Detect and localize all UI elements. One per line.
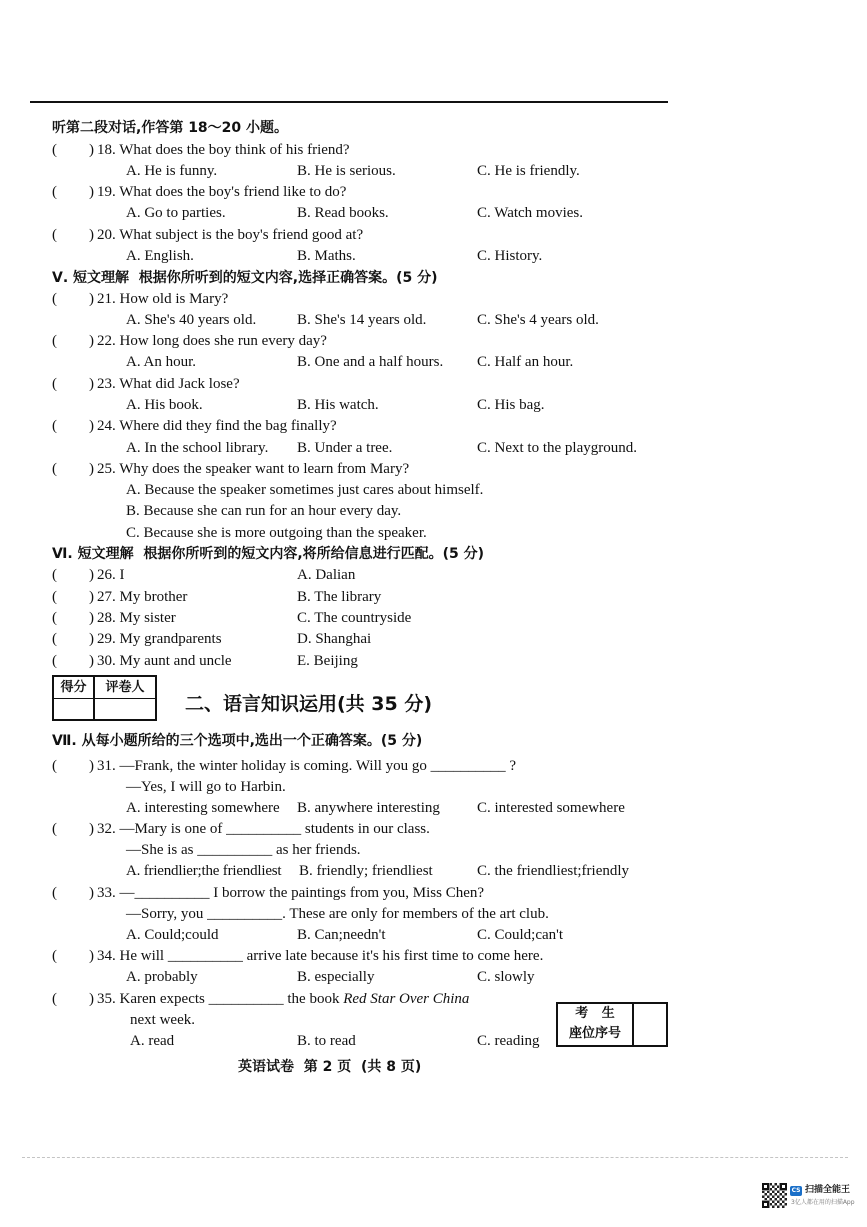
match-stem: 30. My aunt and uncle — [97, 653, 232, 669]
option-a: A. He is funny. — [126, 163, 218, 179]
option-c: C. the friendliest;friendly — [477, 863, 630, 879]
question-24 — [52, 416, 337, 437]
answer-bracket-open: ( — [52, 227, 57, 243]
option-b: B. She's 14 years old. — [297, 312, 427, 328]
option-a: A. English. — [126, 248, 194, 264]
option-b: B. anywhere interesting — [297, 800, 440, 816]
question-stem: 24. Where did they find the bag finally? — [97, 418, 337, 434]
question-stem: 18. What does the boy think of his friend? — [97, 142, 350, 158]
seat-number-box — [556, 1002, 668, 1047]
option-b: B. especially — [297, 969, 375, 985]
match-stem: 28. My sister — [97, 610, 176, 626]
qr-code-icon — [762, 1183, 787, 1208]
cs-logo-icon: CS — [791, 1187, 801, 1194]
match-stem: 27. My brother — [97, 589, 188, 605]
qr-corner-icon — [762, 1201, 769, 1208]
options-34 — [0, 967, 867, 988]
option-c: C. His bag. — [477, 397, 545, 413]
option-a: A. probably — [126, 969, 198, 985]
option-c: C. Next to the playground. — [477, 440, 637, 456]
page-footer: 英语试卷 第 2 页 (共 8 页) — [238, 1059, 422, 1075]
match-option: B. The library — [297, 589, 382, 605]
answer-bracket-open: ( — [52, 758, 57, 774]
options-32 — [0, 861, 867, 882]
section-7-title: Ⅶ. 从每小题所给的三个选项中,选出一个正确答案。(5 分) — [52, 733, 423, 749]
grader-label: 评卷人 — [105, 680, 145, 695]
answer-bracket-open: ( — [52, 461, 57, 477]
answer-bracket-open: ( — [52, 948, 57, 964]
answer-bracket-open: ( — [52, 610, 57, 626]
question-stem: 23. What did Jack lose? — [97, 376, 240, 392]
answer-bracket-close: ) — [89, 589, 94, 605]
answer-bracket-close: ) — [89, 184, 94, 200]
answer-bracket-open: ( — [52, 821, 57, 837]
bottom-dashed-rule — [22, 1157, 848, 1158]
question-21 — [52, 289, 228, 310]
option-c: C. She's 4 years old. — [477, 312, 599, 328]
match-option: C. The countryside — [297, 610, 412, 626]
option-b: B. Can;needn't — [297, 927, 386, 943]
question-19 — [52, 182, 346, 203]
answer-bracket-close: ) — [89, 142, 94, 158]
options-22 — [0, 352, 867, 373]
answer-bracket-open: ( — [52, 418, 57, 434]
option-a: A. In the school library. — [126, 440, 269, 456]
question-34 — [52, 946, 543, 967]
options-20 — [0, 246, 867, 267]
question-35 — [52, 989, 469, 1010]
match-item-27 — [52, 587, 382, 608]
answer-bracket-close: ) — [89, 418, 94, 434]
answer-bracket-close: ) — [89, 948, 94, 964]
answer-bracket-close: ) — [89, 376, 94, 392]
match-stem: 26. I — [97, 567, 125, 583]
options-31 — [0, 798, 867, 819]
option-a: A. Go to parties. — [126, 205, 226, 221]
question-stem: 31. —Frank, the winter holiday is coming. Will you go __________ ? — [97, 758, 517, 774]
option-b: B. Under a tree. — [297, 440, 393, 456]
score-label: 得分 — [60, 680, 87, 695]
options-18 — [0, 161, 867, 182]
answer-bracket-close: ) — [89, 821, 94, 837]
question-stem: 21. How old is Mary? — [97, 291, 229, 307]
option-b: B. Read books. — [297, 205, 389, 221]
option-a: A. His book. — [126, 397, 203, 413]
top-rule — [30, 101, 668, 103]
question-reply: —She is as __________ as her friends. — [126, 842, 361, 858]
option-a: A. read — [130, 1033, 175, 1049]
section-5-title: Ⅴ. 短文理解 根据你所听到的短文内容,选择正确答案。(5 分) — [52, 270, 438, 286]
question-stem: 19. What does the boy's friend like to do? — [97, 184, 347, 200]
question-stem: 32. —Mary is one of __________ students in our class. — [97, 821, 430, 837]
question-stem: 25. Why does the speaker want to learn from Mary? — [97, 461, 410, 477]
match-item-26 — [52, 565, 356, 586]
question-stem: 20. What subject is the boy's friend good at? — [97, 227, 364, 243]
answer-bracket-open: ( — [52, 376, 57, 392]
match-option: A. Dalian — [297, 567, 356, 583]
answer-bracket-open: ( — [52, 142, 57, 158]
options-35 — [0, 1031, 867, 1052]
seat-label-line1: 考 生 — [575, 1006, 615, 1021]
question-23 — [52, 374, 240, 395]
answer-bracket-open: ( — [52, 631, 57, 647]
option-c: C. slowly — [477, 969, 535, 985]
option-c: C. He is friendly. — [477, 163, 580, 179]
option-c: C. Could;can't — [477, 927, 564, 943]
option-b: B. He is serious. — [297, 163, 396, 179]
answer-bracket-close: ) — [89, 631, 94, 647]
options-21 — [0, 310, 867, 331]
qr-corner-icon — [780, 1183, 787, 1190]
answer-bracket-open: ( — [52, 589, 57, 605]
question-32 — [52, 819, 430, 840]
match-stem: 29. My grandparents — [97, 631, 222, 647]
section-6-title: Ⅵ. 短文理解 根据你所听到的短文内容,将所给信息进行匹配。(5 分) — [52, 546, 485, 562]
answer-bracket-open: ( — [52, 333, 57, 349]
answer-bracket-close: ) — [89, 291, 94, 307]
option-c: C. Watch movies. — [477, 205, 584, 221]
watermark-tagline: 3亿人都在用的扫描App — [791, 1199, 855, 1206]
match-item-30 — [52, 651, 358, 672]
seat-number-label — [558, 1004, 634, 1045]
answer-bracket-open: ( — [52, 291, 57, 307]
answer-bracket-close: ) — [89, 567, 94, 583]
answer-bracket-close: ) — [89, 758, 94, 774]
option-c: C. interested somewhere — [477, 800, 625, 816]
match-item-28 — [52, 608, 412, 629]
question-stem: 34. He will __________ arrive late because it's his first time to come here. — [97, 948, 544, 964]
question-22 — [52, 331, 327, 352]
question-stem-continued: next week. — [130, 1012, 195, 1028]
options-33 — [0, 925, 867, 946]
answer-bracket-open: ( — [52, 885, 57, 901]
question-25 — [52, 459, 409, 480]
option-c: C. History. — [477, 248, 543, 264]
answer-bracket-close: ) — [89, 610, 94, 626]
match-option: E. Beijing — [297, 653, 358, 669]
option-b: B. His watch. — [297, 397, 379, 413]
option-a: A. interesting somewhere — [126, 800, 280, 816]
answer-bracket-close: ) — [89, 227, 94, 243]
option-a: A. She's 40 years old. — [126, 312, 257, 328]
option-a: A. Could;could — [126, 927, 219, 943]
match-item-29 — [52, 629, 372, 650]
match-option: D. Shanghai — [297, 631, 372, 647]
answer-bracket-close: ) — [89, 653, 94, 669]
question-18 — [52, 140, 350, 161]
watermark-app-name: 扫描全能王 — [805, 1185, 851, 1195]
question-reply: —Sorry, you __________. These are only for members of the art club. — [126, 906, 549, 922]
answer-bracket-open: ( — [52, 991, 57, 1007]
qr-corner-icon — [762, 1183, 769, 1190]
answer-bracket-close: ) — [89, 885, 94, 901]
question-20 — [52, 225, 363, 246]
option-c: C. Because she is more outgoing than the speaker. — [126, 525, 427, 541]
option-b: B. Maths. — [297, 248, 356, 264]
answer-bracket-open: ( — [52, 184, 57, 200]
book-title: Red Star Over China — [343, 991, 470, 1007]
options-23 — [0, 395, 867, 416]
answer-bracket-open: ( — [52, 653, 57, 669]
option-b: B. One and a half hours. — [297, 354, 444, 370]
options-19 — [0, 203, 867, 224]
score-box — [52, 675, 157, 721]
option-b: B. friendly; friendliest — [299, 863, 433, 879]
option-a: A. friendlier;the friendliest — [126, 863, 282, 879]
answer-bracket-close: ) — [89, 461, 94, 477]
part-heading: 二、语言知识运用(共 35 分) — [185, 693, 433, 715]
option-c: C. Half an hour. — [477, 354, 574, 370]
answer-bracket-close: ) — [89, 991, 94, 1007]
option-a: A. Because the speaker sometimes just cares about himself. — [126, 482, 484, 498]
part2-instruction: 听第二段对话,作答第 18～20 小题。 — [52, 120, 289, 136]
question-31 — [52, 756, 516, 777]
option-b: B. Because she can run for an hour every day. — [126, 503, 402, 519]
question-stem: 35. Karen expects __________ the book — [97, 991, 344, 1007]
question-stem: 33. —__________ I borrow the paintings from you, Miss Chen? — [97, 885, 485, 901]
question-stem: 22. How long does she run every day? — [97, 333, 327, 349]
seat-label-line2: 座位序号 — [568, 1026, 621, 1041]
option-b: B. to read — [297, 1033, 356, 1049]
question-reply: —Yes, I will go to Harbin. — [126, 779, 286, 795]
option-a: A. An hour. — [126, 354, 197, 370]
options-24 — [0, 438, 867, 459]
answer-bracket-open: ( — [52, 567, 57, 583]
answer-bracket-close: ) — [89, 333, 94, 349]
question-33 — [52, 883, 484, 904]
option-c: C. reading — [477, 1033, 540, 1049]
